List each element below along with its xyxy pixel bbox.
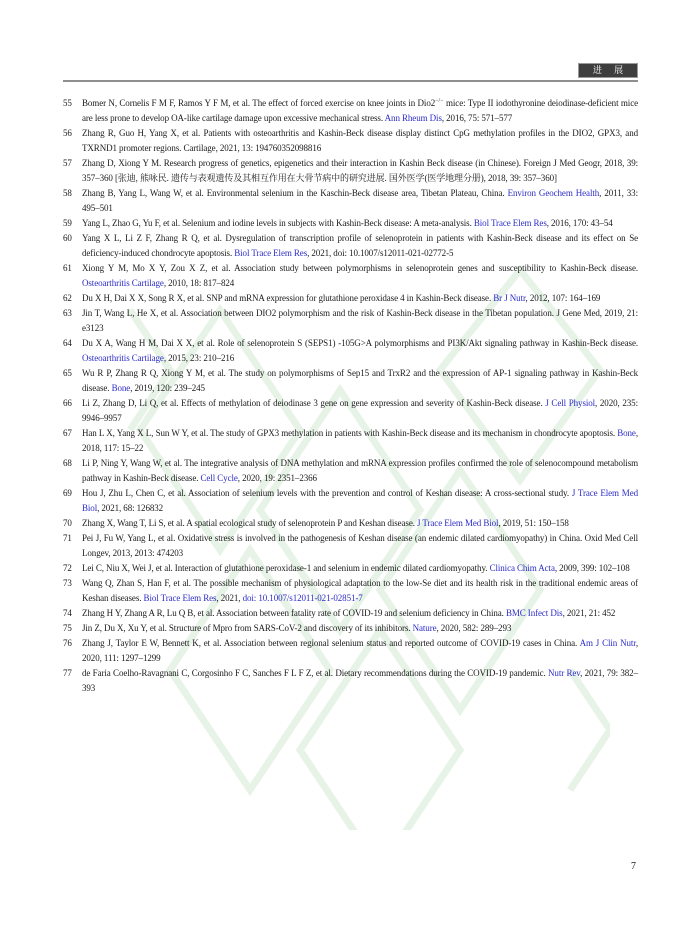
ref-body [82, 531, 638, 561]
ref-number: 57 [63, 158, 72, 168]
ref-text: , 2021, [216, 593, 243, 603]
ref-body [82, 516, 638, 531]
ref-text: Zhang D, Xiong Y M. Research progress of genetics, epigenetics and their interaction in Kashin Beck disease (in Chinese). Foreign J Med Geogr, 2018, 39: 357–360 [张迪, 熊咏民. 遗传与表观遗传及其相互作用在大骨节病中的研究进展. 国外医学(医学地理分册), 2018, 39: 357–360] [82, 158, 638, 183]
reference-item [63, 306, 638, 336]
ref-body [82, 186, 638, 216]
ref-text: Hou J, Zhu L, Chen C, et al. Association of selenium levels with the prevention and control of Keshan disease: A cross-sectional study. [82, 488, 572, 498]
journal-link[interactable]: J Trace Elem Med Biol [417, 518, 499, 528]
ref-number: 60 [63, 233, 72, 243]
journal-link[interactable]: Environ Geochem Health [507, 188, 600, 198]
ref-text: , 2011, 33: 495–501 [82, 188, 638, 213]
journal-link[interactable]: Osteoarthritis Cartilage [82, 353, 164, 363]
ref-text: , 2012, 107: 164–169 [525, 293, 601, 303]
ref-text: Yang L, Zhao G, Yu F, et al. Selenium and iodine levels in subjects with Kashin-Beck disease: A meta-analysis. [82, 218, 474, 228]
reference-item [63, 666, 638, 696]
reference-item [63, 576, 638, 606]
ref-text: Zhang X, Wang T, Li S, et al. A spatial ecological study of selenoprotein P and Keshan disease. [82, 518, 418, 528]
ref-number: 72 [63, 563, 72, 573]
journal-link[interactable]: Biol Trace Elem Res [234, 248, 308, 258]
ref-text: Bomer N, Cornelis F M F, Ramos Y F M, et al. The effect of forced exercise on knee joints in Dio2 [82, 98, 436, 108]
reference-item [63, 621, 638, 636]
ref-number: 70 [63, 518, 72, 528]
ref-text: mice: Type II iodothyronine deiodinase-deficient mice are less prone to develop OA-like cartilage damage upon excessive mechanical stress. [82, 98, 638, 123]
ref-body [82, 666, 638, 696]
reference-item [63, 336, 638, 366]
reference-item [63, 186, 638, 216]
ref-body [82, 261, 638, 291]
ref-body [82, 621, 638, 636]
reference-item [63, 516, 638, 531]
ref-text: Han L X, Yang X L, Sun W Y, et al. The study of GPX3 methylation in patients with Kashin-Beck disease and its mechanism in chondrocyte apoptosis. [82, 428, 618, 438]
ref-number: 65 [63, 368, 72, 378]
ref-number: 55 [63, 98, 72, 108]
journal-link[interactable]: Ann Rheum Dis [384, 113, 442, 123]
ref-body [82, 426, 638, 456]
ref-text: Yang X L, Li Z F, Zhang R Q, et al. Dysregulation of transcription profile of selenoprotein in patients with Kashin-Beck disease and its effect on Se deficiency-induced chondrocyte apoptosis. [82, 233, 638, 258]
ref-body [82, 231, 638, 261]
ref-body [82, 366, 638, 396]
ref-text: , 2021, doi: 10.1007/s12011-021-02772-5 [307, 248, 454, 258]
ref-text: , 2010, 18: 817–824 [163, 278, 235, 288]
ref-number: 58 [63, 188, 72, 198]
ref-text: , 2019, 51: 150–158 [498, 518, 569, 528]
ref-number: 67 [63, 428, 72, 438]
journal-link[interactable]: Biol Trace Elem Res [473, 218, 547, 228]
journal-link[interactable]: Osteoarthritis Cartilage [82, 278, 164, 288]
ref-text: Jin T, Wang L, He X, et al. Association between DIO2 polymorphism and the risk of Kashin-Beck disease in the Tibetan population. J Gene Med, 2019, 21: e3123 [82, 308, 638, 333]
ref-text: Xiong Y M, Mo X Y, Zou X Z, et al. Association study between polymorphisms in selenoprotein genes and susceptibility to Kashin-Beck disease. [82, 263, 638, 273]
page-number: 7 [631, 861, 636, 872]
ref-text: Li Z, Zhang D, Li Q, et al. Effects of methylation of deiodinase 3 gene on gene expression and severity of Kashin-Beck disease. [82, 398, 546, 408]
reference-item [63, 126, 638, 156]
ref-text: de Faria Coelho-Ravagnani C, Corgosinho F C, Sanches F L F Z, et al. Dietary recommendations during the COVID-19 pandemic. [82, 668, 549, 678]
ref-number: 75 [63, 623, 72, 633]
superscript-text: −/− [435, 98, 444, 104]
ref-text: Lei C, Niu X, Wei J, et al. Interaction of glutathione peroxidase-1 and selenium in endemic dilated cardiomyopathy. [82, 563, 490, 573]
ref-text: Wang Q, Zhan S, Han F, et al. The possible mechanism of physiological adaptation to the low-Se diet and its health risk in the traditional endemic areas of Keshan diseases. [82, 578, 638, 603]
header-rule [63, 80, 638, 82]
reference-item [63, 366, 638, 396]
ref-number: 56 [63, 128, 72, 138]
ref-body [82, 156, 638, 186]
journal-link[interactable]: Bone [111, 383, 131, 393]
reference-list [63, 96, 638, 696]
journal-link[interactable]: J Trace Elem Med Biol [82, 488, 638, 513]
ref-body [82, 636, 638, 666]
ref-body [82, 486, 638, 516]
reference-item [63, 156, 638, 186]
section-header-tag [578, 63, 638, 78]
journal-link[interactable]: Clinica Chim Acta [489, 563, 555, 573]
ref-number: 66 [63, 398, 72, 408]
journal-link[interactable]: BMC Infect Dis [505, 608, 563, 618]
ref-text: , 2021, 21: 452 [562, 608, 616, 618]
ref-number: 62 [63, 293, 72, 303]
ref-number: 59 [63, 218, 72, 228]
ref-body [82, 291, 638, 306]
reference-item [63, 96, 638, 126]
ref-body [82, 96, 638, 126]
reference-item [63, 216, 638, 231]
ref-number: 63 [63, 308, 72, 318]
ref-number: 77 [63, 668, 72, 678]
ref-number: 68 [63, 458, 72, 468]
reference-item [63, 486, 638, 516]
ref-body [82, 561, 638, 576]
ref-text: Jin Z, Du X, Xu Y, et al. Structure of Mpro from SARS-CoV-2 and discovery of its inhibitors. [82, 623, 413, 633]
ref-text: , 2020, 19: 2351–2366 [237, 473, 317, 483]
journal-link[interactable]: Br J Nutr [493, 293, 526, 303]
journal-link[interactable]: Cell Cycle [200, 473, 238, 483]
ref-text: Pei J, Fu W, Yang L, et al. Oxidative stress is involved in the pathogenesis of Keshan disease (an endemic dilated cardiomyopathy) in China. Oxid Med Cell Longev, 2013, 2013: 474203 [82, 533, 638, 558]
ref-body [82, 606, 638, 621]
journal-link[interactable]: Biol Trace Elem Res [143, 593, 217, 603]
ref-text: Zhang J, Taylor E W, Bennett K, et al. Association between regional selenium status and reported outcome of COVID-19 cases in China. [82, 638, 580, 648]
ref-body [82, 576, 638, 606]
ref-body [82, 456, 638, 486]
reference-item [63, 291, 638, 306]
reference-item [63, 561, 638, 576]
reference-item [63, 636, 638, 666]
journal-link[interactable]: Nature [412, 623, 437, 633]
reference-item [63, 531, 638, 561]
ref-text: , 2009, 399: 102–108 [554, 563, 630, 573]
reference-item [63, 261, 638, 291]
ref-number: 73 [63, 578, 72, 588]
ref-text: Zhang B, Yang L, Wang W, et al. Environmental selenium in the Kaschin-Beck disease area, Tibetan Plateau, China. [82, 188, 508, 198]
journal-link[interactable]: Bone [617, 428, 636, 438]
ref-text: , 2016, 75: 571–577 [441, 113, 513, 123]
ref-text: , 2016, 170: 43–54 [546, 218, 613, 228]
section-header-label: 进 展 [592, 65, 629, 75]
ref-text: , 2020, 235: 9946–9957 [82, 398, 638, 423]
journal-link[interactable]: J Cell Physiol [545, 398, 596, 408]
ref-number: 74 [63, 608, 72, 618]
ref-text: , 2018, 117: 15–22 [82, 428, 638, 453]
journal-link[interactable]: doi: 10.1007/s12011-021-02851-7 [242, 593, 363, 603]
ref-text: , 2015, 23: 210–216 [163, 353, 235, 363]
ref-text: Li P, Ning Y, Wang W, et al. The integrative analysis of DNA methylation and mRNA expression profiles confirmed the role of selenocompound metabolism pathway in Kashin-Beck disease. [82, 458, 638, 483]
reference-item [63, 606, 638, 621]
journal-link[interactable]: Nutr Rev [548, 668, 581, 678]
ref-body [82, 396, 638, 426]
ref-body [82, 216, 638, 231]
ref-number: 69 [63, 488, 72, 498]
reference-item [63, 456, 638, 486]
ref-number: 71 [63, 533, 72, 543]
reference-item [63, 396, 638, 426]
ref-text: , 2021, 79: 382–393 [82, 668, 638, 693]
reference-item [63, 426, 638, 456]
ref-text: , 2019, 120: 239–245 [130, 383, 205, 393]
ref-body [82, 336, 638, 366]
ref-number: 64 [63, 338, 72, 348]
ref-text: Wu R P, Zhang R Q, Xiong Y M, et al. The study on polymorphisms of Sep15 and TrxR2 and the expression of AP-1 signaling pathway in Kashin-Beck disease. [82, 368, 638, 393]
ref-number: 76 [63, 638, 72, 648]
journal-link[interactable]: Am J Clin Nutr [579, 638, 636, 648]
ref-text: , 2021, 68: 126832 [97, 503, 164, 513]
ref-body [82, 306, 638, 336]
ref-text: , 2020, 111: 1297–1299 [82, 638, 638, 663]
ref-text: Zhang H Y, Zhang A R, Lu Q B, et al. Association between fatality rate of COVID-19 and selenium deficiency in China. [82, 608, 506, 618]
ref-text: Zhang R, Guo H, Yang X, et al. Patients with osteoarthritis and Kashin-Beck disease display distinct CpG methylation profiles in the DIO2, GPX3, and TXRND1 promoter regions. Cartilage, 2021, 13: 194760352098816 [82, 128, 638, 153]
ref-text: Du X A, Wang H M, Dai X X, et al. Role of selenoprotein S (SEPS1) -105G>A polymorphisms and PI3K/Akt signaling pathway in Kashin-Beck disease. [82, 338, 638, 348]
ref-number: 61 [63, 263, 72, 273]
ref-text: Du X H, Dai X X, Song R X, et al. SNP and mRNA expression for glutathione peroxidase 4 in Kashin-Beck disease. [82, 293, 494, 303]
ref-text: , 2020, 582: 289–293 [436, 623, 512, 633]
ref-body [82, 126, 638, 156]
reference-item [63, 231, 638, 261]
